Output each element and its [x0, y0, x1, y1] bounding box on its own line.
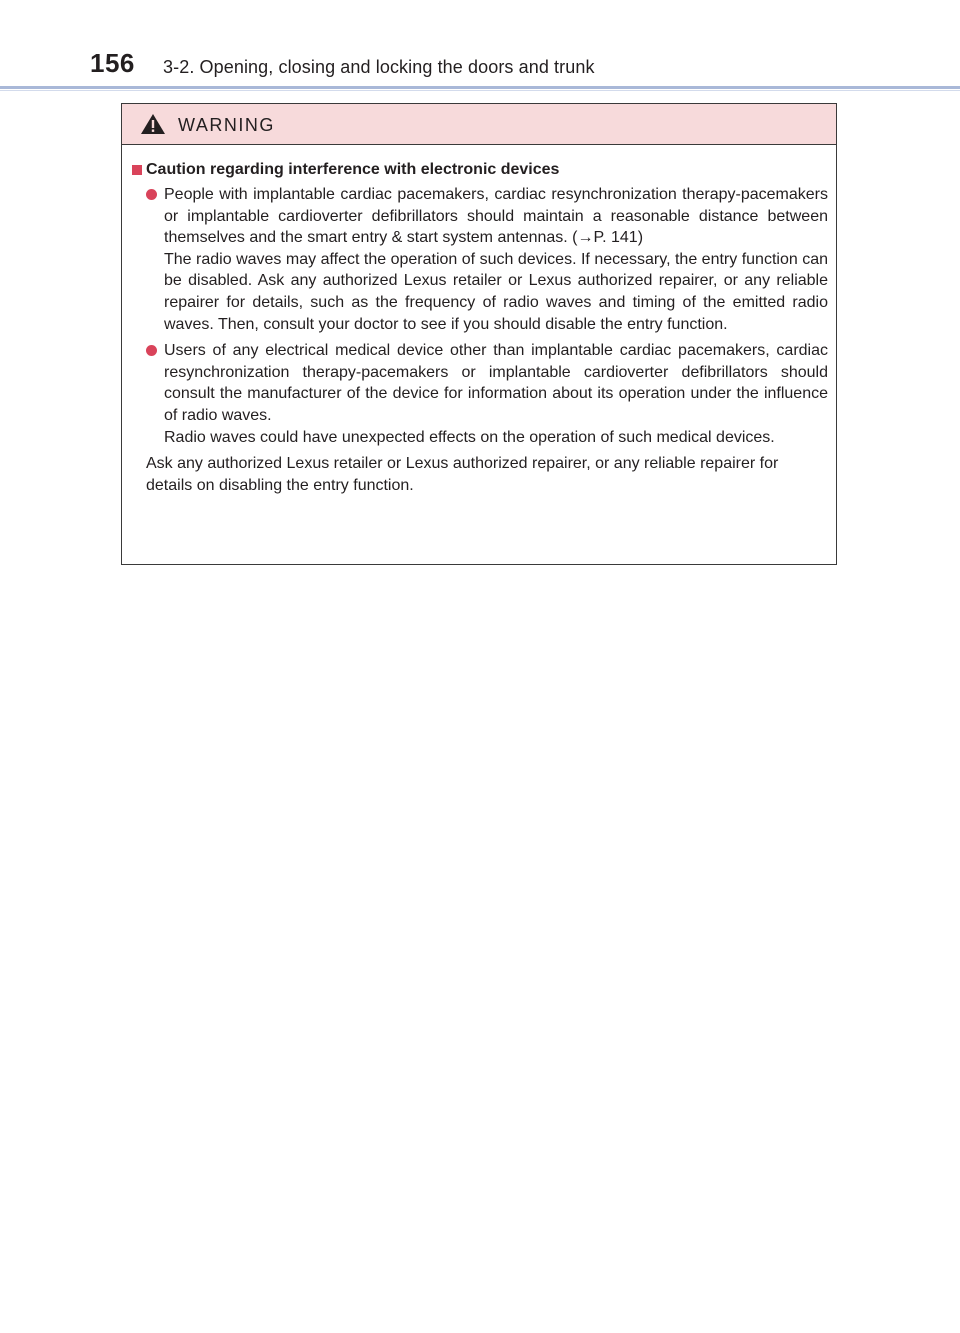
- warning-heading: [132, 159, 828, 181]
- closing-paragraph: Ask any authorized Lexus retailer or Lexus authorized repairer, or any reliable repairer for details on disabling the entry function.: [146, 455, 779, 494]
- bullet-dot-icon: [146, 345, 157, 356]
- bullet-paragraph: People with implantable cardiac pacemakers, cardiac resynchronization therapy-pacemakers or implantable cardioverter defibrillators should maintain a reasonable distance between themselves and the smart entry & start system antennas. (→P. 141): [164, 186, 828, 247]
- bullet-paragraph: Users of any electrical medical device other than implantable cardiac pacemakers, cardiac resynchronization therapy-pacemakers or implantable cardioverter defibrillators should consult the manufacturer of the device for information about its operation under the influence of radio waves.: [164, 342, 828, 424]
- warning-heading-text: Caution regarding interference with electronic devices: [146, 161, 560, 178]
- header-rule: [0, 86, 960, 89]
- bullet-paragraph: The radio waves may affect the operation of such devices. If necessary, the entry function can be disabled. Ask any authorized Lexus retailer or Lexus authorized repairer, or any reliable repairer for details, such as the frequency of radio waves and timing of the emitted radio waves. Then, consult your doctor to see if you should disable the entry function.: [164, 250, 828, 333]
- bullet-item-medical-devices: [132, 340, 828, 448]
- warning-label: WARNING: [178, 115, 275, 135]
- heading-square-icon: [132, 165, 142, 175]
- bullet-paragraph: Radio waves could have unexpected effects on the operation of such medical devices.: [164, 428, 775, 446]
- header-rule-thin: [0, 90, 960, 91]
- warning-body: [122, 145, 836, 496]
- warning-box: [121, 103, 837, 565]
- section-title: 3-2. Opening, closing and locking the doors and trunk: [163, 57, 595, 77]
- warning-header: [122, 104, 836, 145]
- bullet-item-pacemakers: [132, 184, 828, 335]
- bullet-dot-icon: [146, 189, 157, 200]
- warning-triangle-icon: [140, 113, 166, 135]
- page-header: [0, 0, 960, 92]
- page-number: 156: [90, 48, 135, 78]
